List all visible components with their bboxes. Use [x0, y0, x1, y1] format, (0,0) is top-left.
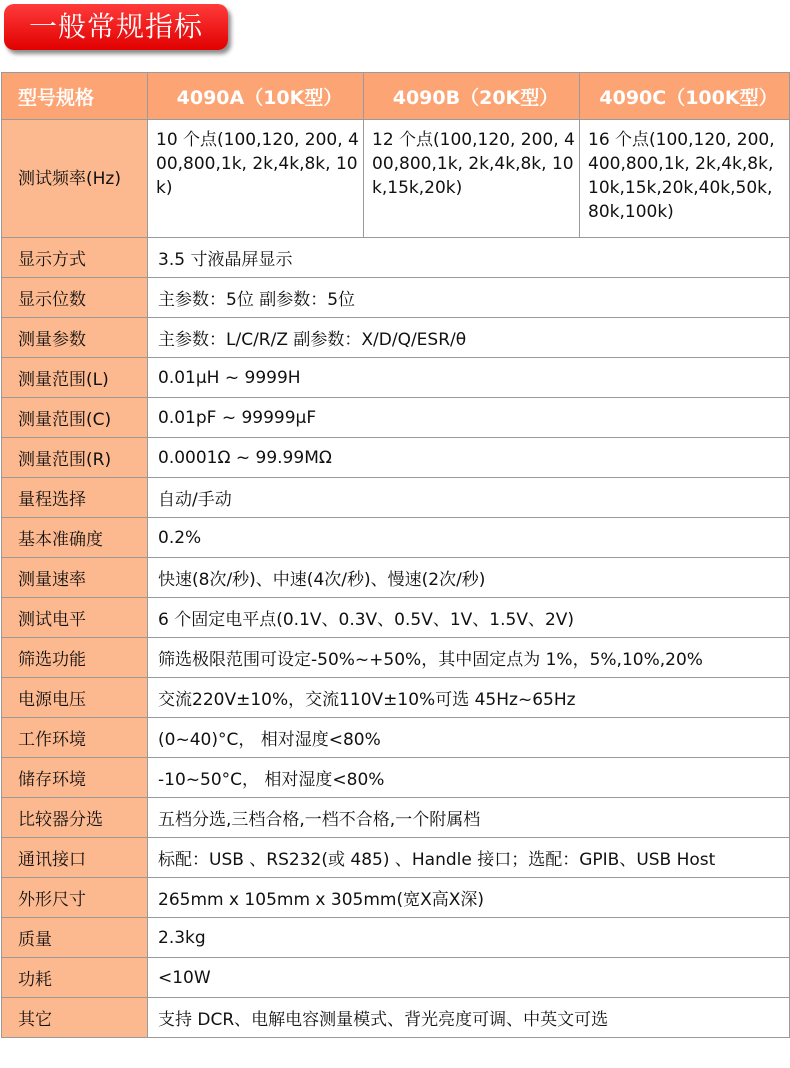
row-label: 外形尺寸: [2, 878, 148, 918]
row-label: 通讯接口: [2, 838, 148, 878]
model-4090c: 4090C（100K型）: [580, 73, 790, 120]
row-value: 0.01pF ~ 99999μF: [148, 398, 790, 438]
row-label: 储存环境: [2, 758, 148, 798]
frequency-4090c: 16 个点(100,120, 200, 400,800,1k, 2k,4k,8k, 10k,15k,20k,40k,50k, 80k,100k): [580, 120, 790, 238]
table-row: [2, 478, 790, 518]
row-label: 基本准确度: [2, 518, 148, 558]
row-label: 测量范围(L): [2, 358, 148, 398]
table-row: [2, 918, 790, 958]
row-value: 主参数：5位 副参数：5位: [148, 278, 790, 318]
row-value: 筛选极限范围可设定-50%~+50%，其中固定点为 1%，5%,10%,20%: [148, 638, 790, 678]
frequency-4090b: 12 个点(100,120, 200, 400,800,1k, 2k,4k,8k, 10k,15k,20k): [364, 120, 580, 238]
row-value: 0.01μH ~ 9999H: [148, 358, 790, 398]
row-value: 6 个固定电平点(0.1V、0.3V、0.5V、1V、1.5V、2V): [148, 598, 790, 638]
table-row: [2, 878, 790, 918]
row-label: 测试电平: [2, 598, 148, 638]
table-row: [2, 398, 790, 438]
table-row: [2, 558, 790, 598]
row-label: 测量范围(C): [2, 398, 148, 438]
row-label: 电源电压: [2, 678, 148, 718]
table-row: [2, 318, 790, 358]
row-value: 3.5 寸液晶屏显示: [148, 238, 790, 278]
section-title: 一般常规指标: [28, 10, 203, 43]
table-row: [2, 238, 790, 278]
row-label: 工作环境: [2, 718, 148, 758]
row-value: 0.2%: [148, 518, 790, 558]
header-label: 型号规格: [2, 73, 148, 120]
row-label: 显示方式: [2, 238, 148, 278]
row-value: 五档分选,三档合格,一档不合格,一个附属档: [148, 798, 790, 838]
table-row: [2, 998, 790, 1038]
row-label: 比较器分选: [2, 798, 148, 838]
row-value: <10W: [148, 958, 790, 998]
table-row: [2, 598, 790, 638]
row-value: 265mm x 105mm x 305mm(宽X高X深): [148, 878, 790, 918]
row-value: 主参数：L/C/R/Z 副参数：X/D/Q/ESR/θ: [148, 318, 790, 358]
row-label: 质量: [2, 918, 148, 958]
frequency-4090a: 10 个点(100,120, 200, 400,800,1k, 2k,4k,8k, 10k): [148, 120, 364, 238]
model-4090b: 4090B（20K型）: [364, 73, 580, 120]
row-value: 标配：USB 、RS232(或 485) 、Handle 接口；选配：GPIB、USB Host: [148, 838, 790, 878]
row-label: 测量参数: [2, 318, 148, 358]
table-row: [2, 518, 790, 558]
spec-rows: [2, 238, 790, 1038]
row-label: 显示位数: [2, 278, 148, 318]
table-row: [2, 678, 790, 718]
row-label: 其它: [2, 998, 148, 1038]
row-label: 功耗: [2, 958, 148, 998]
table-row: [2, 638, 790, 678]
table-row: [2, 278, 790, 318]
table-row: [2, 838, 790, 878]
row-label: 筛选功能: [2, 638, 148, 678]
row-value: 快速(8次/秒)、中速(4次/秒)、慢速(2次/秒): [148, 558, 790, 598]
row-label: 测量速率: [2, 558, 148, 598]
table-header-row: [2, 73, 790, 120]
row-label: 测量范围(R): [2, 438, 148, 478]
row-label: 量程选择: [2, 478, 148, 518]
table-row: [2, 438, 790, 478]
table-row: [2, 958, 790, 998]
frequency-row: [2, 120, 790, 238]
table-row: [2, 358, 790, 398]
table-row: [2, 718, 790, 758]
table-row: [2, 798, 790, 838]
row-value: 0.0001Ω ~ 99.99MΩ: [148, 438, 790, 478]
row-value: -10~50°C， 相对湿度<80%: [148, 758, 790, 798]
row-value: 支持 DCR、电解电容测量模式、背光亮度可调、中英文可选: [148, 998, 790, 1038]
section-title-badge: [4, 4, 228, 50]
row-value: 交流220V±10%，交流110V±10%可选 45Hz~65Hz: [148, 678, 790, 718]
row-value: 2.3kg: [148, 918, 790, 958]
table-row: [2, 758, 790, 798]
frequency-label: 测试频率(Hz): [2, 120, 148, 238]
row-value: (0~40)°C， 相对湿度<80%: [148, 718, 790, 758]
model-4090a: 4090A（10K型）: [148, 73, 364, 120]
spec-table: [1, 72, 790, 1038]
row-value: 自动/手动: [148, 478, 790, 518]
